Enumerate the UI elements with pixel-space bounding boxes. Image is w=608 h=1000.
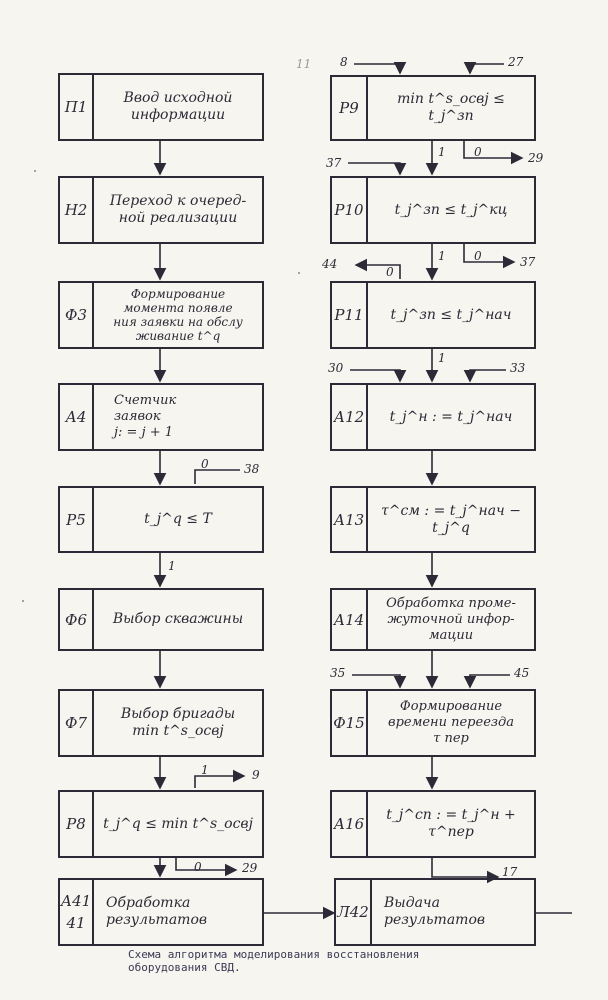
block-id: Р9 xyxy=(332,77,368,139)
block-text: Обработка проме- жуточной инфор- мации xyxy=(386,595,516,643)
block-id: Р11 xyxy=(332,283,368,347)
block-id: Ф6 xyxy=(60,590,94,649)
exit-label: 0 xyxy=(386,265,394,279)
arrow-p9-to-29 xyxy=(464,141,522,158)
target-label: 29 xyxy=(528,151,544,165)
exit-label: 1 xyxy=(201,763,209,777)
block-id: Р10 xyxy=(332,178,368,242)
block-p9 xyxy=(330,75,536,141)
arrow-37-p10 xyxy=(348,163,400,174)
block-p10 xyxy=(330,176,536,244)
block-id: Ф3 xyxy=(60,283,94,347)
target-label: 35 xyxy=(330,666,346,680)
block-text: Обработка результатов xyxy=(106,895,208,928)
exit-label: 0 xyxy=(194,860,202,874)
block-f3 xyxy=(58,281,264,349)
block-a13 xyxy=(330,486,536,553)
block-id: А14 xyxy=(332,590,368,649)
block-id: Л42 xyxy=(336,880,372,944)
target-label: 9 xyxy=(252,768,260,782)
paper-speck xyxy=(298,272,300,274)
block-f15 xyxy=(330,689,536,757)
block-p5 xyxy=(58,486,264,553)
block-text: t_j^н : = t_j^нач xyxy=(389,408,513,425)
figure-caption: Схема алгоритма моделирования восстановления оборудования СВД. xyxy=(128,948,420,974)
block-p1 xyxy=(58,73,264,141)
target-label: 38 xyxy=(244,462,260,476)
block-text: Выбор скважины xyxy=(112,611,244,627)
block-id: Н2 xyxy=(60,178,94,242)
block-id: Ф15 xyxy=(332,691,368,755)
paper-speck xyxy=(22,600,24,602)
target-label: 37 xyxy=(326,156,342,170)
block-id: Р8 xyxy=(60,792,94,856)
block-id: А41 41 xyxy=(60,880,94,944)
block-text: Формирование времени переезда τ пер xyxy=(388,699,514,746)
paper-speck xyxy=(34,170,36,172)
block-a12 xyxy=(330,383,536,451)
arrow-p10-to-37 xyxy=(464,244,514,262)
block-a41 xyxy=(58,878,264,946)
block-text: Выдача результатов xyxy=(384,895,486,928)
exit-label: 1 xyxy=(438,249,446,263)
arrow-33-a12 xyxy=(470,370,506,381)
arrow-30-a12 xyxy=(350,370,400,381)
block-l42 xyxy=(334,878,536,946)
block-text: Переход к очеред- ной реализации xyxy=(109,193,247,226)
arrow-8-p9 xyxy=(354,64,400,73)
block-text: t_j^сп : = t_j^н + τ^пер xyxy=(386,807,516,840)
block-id: А16 xyxy=(332,792,368,856)
arrow-45-f15 xyxy=(470,675,510,687)
block-id: П1 xyxy=(60,75,94,139)
arrow-35-f15 xyxy=(352,675,400,687)
exit-label: 1 xyxy=(438,351,446,365)
block-text: Ввод исходной информации xyxy=(123,90,233,123)
arrow-p8-to-29 xyxy=(176,858,236,870)
block-p11 xyxy=(330,281,536,349)
arrow-p8-to-9 xyxy=(195,776,244,788)
arrow-a16-to-17 xyxy=(432,858,498,877)
exit-label: 0 xyxy=(474,145,482,159)
target-label: 33 xyxy=(510,361,526,375)
target-label: 37 xyxy=(520,255,536,269)
block-f6 xyxy=(58,588,264,651)
block-text: t_j^q ≤ T xyxy=(144,511,212,527)
block-id: Ф7 xyxy=(60,691,94,755)
margin-mark: 11 xyxy=(296,57,312,71)
block-text: Счетчик заявок j: = j + 1 xyxy=(114,393,177,440)
block-id: А13 xyxy=(332,488,368,551)
block-h2 xyxy=(58,176,264,244)
block-p8 xyxy=(58,790,264,858)
block-id: А12 xyxy=(332,385,368,449)
block-f7 xyxy=(58,689,264,757)
block-text: τ^см : = t_j^нач − t_j^q xyxy=(381,502,521,536)
block-id: Р5 xyxy=(60,488,94,551)
target-label: 30 xyxy=(328,361,344,375)
block-text: Формирование момента появле ния заявки на обслу живание t^q xyxy=(113,287,243,343)
exit-label: 0 xyxy=(474,249,482,263)
exit-label: 0 xyxy=(201,457,209,471)
block-text: Выбор бригады min t^s_освj xyxy=(120,706,236,739)
exit-label: 1 xyxy=(168,559,176,573)
exit-label: 1 xyxy=(438,145,446,159)
block-a4 xyxy=(58,383,264,451)
arrow-27-p9 xyxy=(470,64,504,73)
block-text: t_j^зп ≤ t_j^кц xyxy=(394,201,508,218)
block-id: А4 xyxy=(60,385,94,449)
target-label: 29 xyxy=(242,861,258,875)
block-text: min t^s_освj ≤ t_j^зп xyxy=(397,91,505,124)
target-label: 8 xyxy=(340,55,348,69)
target-label: 45 xyxy=(514,666,530,680)
target-label: 27 xyxy=(508,55,524,69)
block-a16 xyxy=(330,790,536,858)
block-a14 xyxy=(330,588,536,651)
block-text: t_j^q ≤ min t^s_освj xyxy=(103,815,253,832)
target-label: 44 xyxy=(322,257,338,271)
block-text: t_j^зп ≤ t_j^нач xyxy=(390,306,512,323)
arrow-p5-to-38 xyxy=(195,470,240,484)
target-label: 17 xyxy=(502,865,518,879)
